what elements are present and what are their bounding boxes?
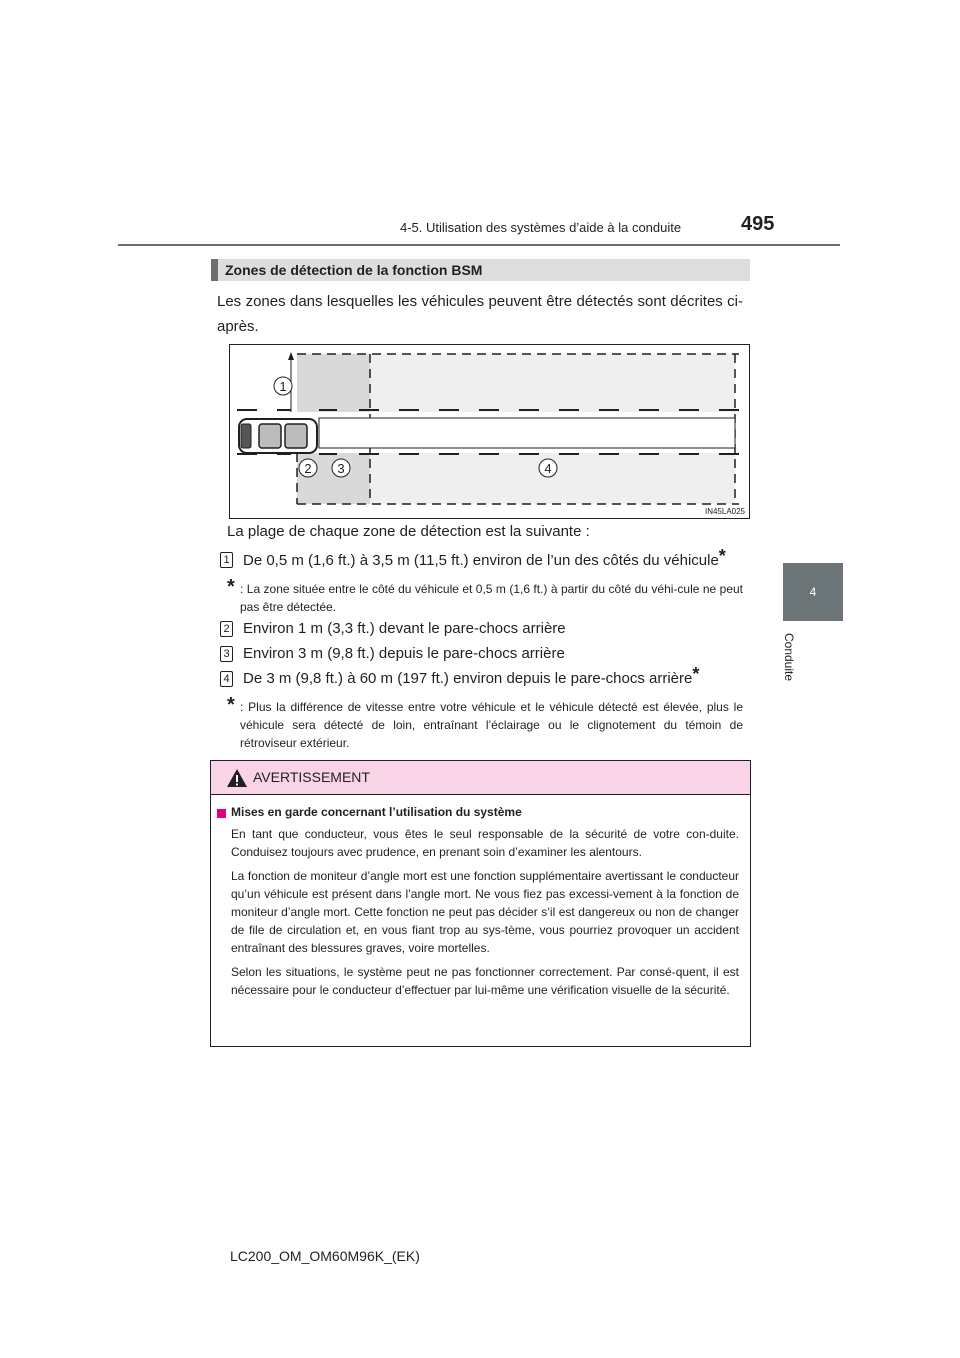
- page-number: 495: [741, 213, 775, 235]
- vehicle-icon: [239, 419, 317, 453]
- range-number-3: 3: [220, 646, 233, 662]
- range-text-4: De 3 m (9,8 ft.) à 60 m (197 ft.) environ depuis le pare-chocs arrière: [243, 670, 693, 687]
- section-heading-bar: [211, 259, 218, 281]
- warning-paragraph-3: Selon les situations, le système peut ne pas fonctionner correctement. Par consé-quent, il est nécessaire pour le conducteur d’effectuer par lui-même une vérification visuelle de la sécurité.: [231, 965, 739, 997]
- bsm-zone-svg: [229, 344, 750, 519]
- range-item-4: [243, 664, 700, 691]
- note-marker-2: *: [227, 694, 235, 716]
- header-section-title: 4-5. Utilisation des systèmes d’aide à la conduite: [400, 220, 682, 235]
- bsm-zone-diagram: [229, 344, 750, 519]
- range-number-4: 4: [220, 671, 233, 687]
- warning-box: [210, 760, 751, 1047]
- asterisk-1: *: [718, 546, 726, 566]
- rear-detection-lane: [319, 418, 735, 448]
- warning-bullet-icon: [217, 809, 226, 818]
- range-text-2: Environ 1 m (3,3 ft.) devant le pare-chocs arrière: [243, 620, 566, 637]
- footer-code: LC200_OM_OM60M96K_(EK): [230, 1248, 420, 1264]
- header-divider: [118, 244, 840, 246]
- zone-2-top: [297, 354, 370, 412]
- range-intro: La plage de chaque zone de détection est la suivante :: [227, 523, 590, 540]
- section-heading: [211, 259, 750, 281]
- range-text-1: De 0,5 m (1,6 ft.) à 3,5 m (11,5 ft.) environ de l’un des côtés du véhicule: [243, 552, 719, 569]
- figure-code: IN45LA025: [704, 507, 745, 516]
- chapter-tab: 4: [783, 563, 843, 621]
- callout-label-2: 2: [304, 461, 312, 476]
- intro-paragraph: Les zones dans lesquelles les véhicules peuvent être détectés sont décrites ci-après.: [217, 293, 743, 335]
- chapter-label-wrap: [775, 630, 815, 690]
- note-1: : La zone située entre le côté du véhicule et 0,5 m (1,6 ft.) à partir du côté du véhi-cule ne peut pas être détectée.: [240, 582, 743, 614]
- callout-label-4: 4: [544, 461, 552, 476]
- range-item-1: [243, 546, 726, 573]
- range-number-2: 2: [220, 621, 233, 637]
- warning-subheading: Mises en garde concernant l’utilisation du système: [231, 805, 522, 819]
- warning-paragraph-1: En tant que conducteur, vous êtes le seul responsable de la sécurité de votre con-duite. Conduisez toujours avec prudence, en prenant soin d’examiner les alentours.: [231, 827, 739, 859]
- warning-paragraph-2: La fonction de moniteur d’angle mort est une fonction supplémentaire avertissant le conducteur qu’un véhicule est présent dans l’angle mort. Ne vous fiez pas excessi-vement à la fonction de moniteur d’angle mort. Cette fonction ne peut pas décider s’il est dangereux ou non de changer de file de circulation et, en vous fiant trop au sys-tème, vous pourriez provoquer un accident entraînant des blessures graves, voire mortelles.: [231, 869, 739, 955]
- range-number-1: 1: [220, 552, 233, 568]
- range-text-3: Environ 3 m (9,8 ft.) depuis le pare-chocs arrière: [243, 645, 565, 662]
- note-marker-1: *: [227, 576, 235, 598]
- chapter-label: Conduite: [782, 632, 797, 682]
- note-2: : Plus la différence de vitesse entre votre véhicule et le véhicule détecté est élevée, plus le véhicule sera détecté de loin, entraînant l’éclairage ou le clignotement du témoin de rétroviseur extérieur.: [240, 700, 743, 750]
- asterisk-4: *: [692, 664, 700, 684]
- zone-4-top: [370, 354, 735, 412]
- warning-title: AVERTISSEMENT: [253, 769, 370, 785]
- section-title: Zones de détection de la fonction BSM: [225, 262, 483, 278]
- callout-label-1: 1: [279, 379, 287, 394]
- warning-header: [211, 761, 750, 795]
- warning-icon: [226, 768, 248, 788]
- callout-label-3: 3: [337, 461, 345, 476]
